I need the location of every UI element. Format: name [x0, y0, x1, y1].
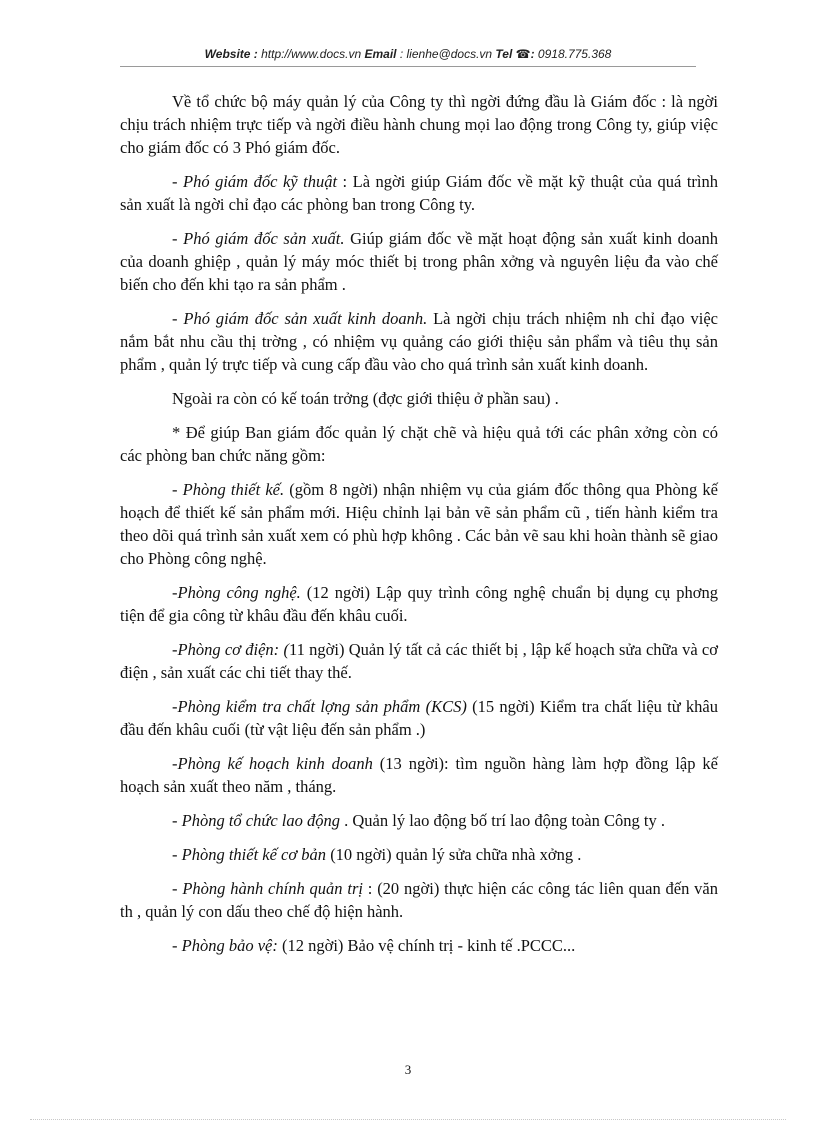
paragraph-title: - Phó giám đốc sản xuất kinh doanh. — [172, 309, 428, 328]
paragraph-text: * Để giúp Ban giám đốc quản lý chặt chẽ và hiệu quả tới các phân xởng còn có các phòng ban chức năng gồm: — [120, 423, 718, 465]
paragraph — [120, 877, 718, 923]
paragraph — [120, 809, 718, 832]
paragraph-text: (12 ngời) Lập quy trình công nghệ chuẩn bị dụng cụ phơng tiện để gia công từ khâu đầu đến khâu cuối. — [120, 583, 718, 625]
page-number: 3 — [404, 1062, 412, 1077]
paragraph — [120, 478, 718, 570]
paragraph — [120, 170, 718, 216]
paragraph-title: - Phó giám đốc kỹ thuật — [172, 172, 343, 191]
paragraph-title: - Phòng thiết kế. — [172, 480, 285, 499]
paragraph — [120, 581, 718, 627]
paragraph-title: - Phó giám đốc sản xuất. — [172, 229, 345, 248]
paragraph-text: 11 ngời) Quản lý tất cả các thiết bị , lập kế hoạch sửa chữa và cơ điện , sản xuất các chi tiết thay thế. — [120, 640, 718, 682]
paragraph-text: Về tổ chức bộ máy quản lý của Công ty thì ngời đứng đầu là Giám đốc : là ngời chịu trách nhiệm trực tiếp và ngời điều hành chung mọi lao động trong Công ty, giúp việc cho giám đốc có 3 Phó giám đốc. — [120, 92, 718, 157]
paragraph-text: (13 ngời): tìm nguồn hàng làm hợp đồng lập kế hoạch sản xuất theo năm , tháng. — [120, 754, 718, 796]
paragraph-text: (12 ngời) Bảo vệ chính trị - kinh tế .PCCC... — [277, 936, 576, 955]
paragraph — [120, 387, 718, 410]
paragraph-text: : (20 ngời) thực hiện các công tác liên quan đến văn th , quản lý con dấu theo chế độ hiện hành. — [120, 879, 718, 921]
header-tel-label: Tel ☎: — [495, 47, 535, 61]
paragraph-title: -Phòng kế hoạch kinh doanh — [172, 754, 373, 773]
paragraph-text: (10 ngời) quản lý sửa chữa nhà xởng . — [326, 845, 582, 864]
paragraph — [120, 90, 718, 159]
paragraph-title: -Phòng công nghệ. — [172, 583, 301, 602]
header-divider — [120, 66, 696, 67]
paragraph-title: - Phòng bảo vệ: — [172, 936, 278, 955]
paragraph-text: (gồm 8 ngời) nhận nhiệm vụ của giám đốc thông qua Phòng kế hoạch để thiết kế sản phẩm mới. Hiệu chỉnh lại bản vẽ sản phẩm cũ , tiến hành kiểm tra theo dõi quá trình sản xuất xem có phù hợp không . Các bản vẽ sau khi hoàn thành sẽ giao cho Phòng công nghệ. — [120, 480, 718, 568]
paragraph-text: . Quản lý lao động bố trí lao động toàn Công ty . — [340, 811, 665, 830]
paragraph-text: : Là ngời giúp Giám đốc về mặt kỹ thuật của quá trình sản xuất là ngời chỉ đạo các phòng ban trong Công ty. — [120, 172, 718, 214]
paragraph — [120, 934, 718, 957]
paragraph-title: - Phòng hành chính quản trị — [172, 879, 363, 898]
header-website-value: http://www.docs.vn — [257, 47, 365, 61]
document-body — [120, 90, 718, 968]
paragraph-title: -Phòng kiểm tra chất lợng sản phẩm (KCS) — [172, 697, 467, 716]
header-website-label: Website : — [204, 47, 258, 61]
paragraph — [120, 307, 718, 376]
paragraph-text: Giúp giám đốc về mặt hoạt động sản xuất kinh doanh của doanh ghiệp , quản lý máy móc thiết bị trong phân xởng và nguyên liệu đa vào chế biến cho đến khi tạo ra sản phẩm . — [120, 229, 718, 294]
paragraph — [120, 843, 718, 866]
paragraph — [120, 638, 718, 684]
header-email-value: : lienhe@docs.vn — [396, 47, 496, 61]
page-bottom-divider — [30, 1119, 786, 1120]
paragraph-text: Ngoài ra còn có kế toán trởng (đợc giới thiệu ở phần sau) . — [172, 389, 559, 408]
paragraph — [120, 695, 718, 741]
header-tel-value: 0918.775.368 — [534, 47, 612, 61]
paragraph — [120, 752, 718, 798]
header-email-label: Email — [364, 47, 397, 61]
paragraph-title: - Phòng thiết kế cơ bản — [172, 845, 327, 864]
paragraph-text: Là ngời chịu trách nhiệm nh chỉ đạo việc nắm bắt nhu cầu thị trờng , có nhiệm vụ quảng cáo giới thiệu sản phẩm và tiêu thụ sản phẩm , quản lý trực tiếp và cung cấp đầu vào cho quá trình sản xuất kinh doanh. — [120, 309, 718, 374]
paragraph-title: - Phòng tổ chức lao động — [172, 811, 341, 830]
paragraph-title: -Phòng cơ điện: ( — [172, 640, 289, 659]
page-header — [120, 47, 696, 61]
paragraph — [120, 227, 718, 296]
paragraph-text: (15 ngời) Kiểm tra chất liệu từ khâu đầu đến khâu cuối (từ vật liệu đến sản phẩm .) — [120, 697, 718, 739]
paragraph — [120, 421, 718, 467]
